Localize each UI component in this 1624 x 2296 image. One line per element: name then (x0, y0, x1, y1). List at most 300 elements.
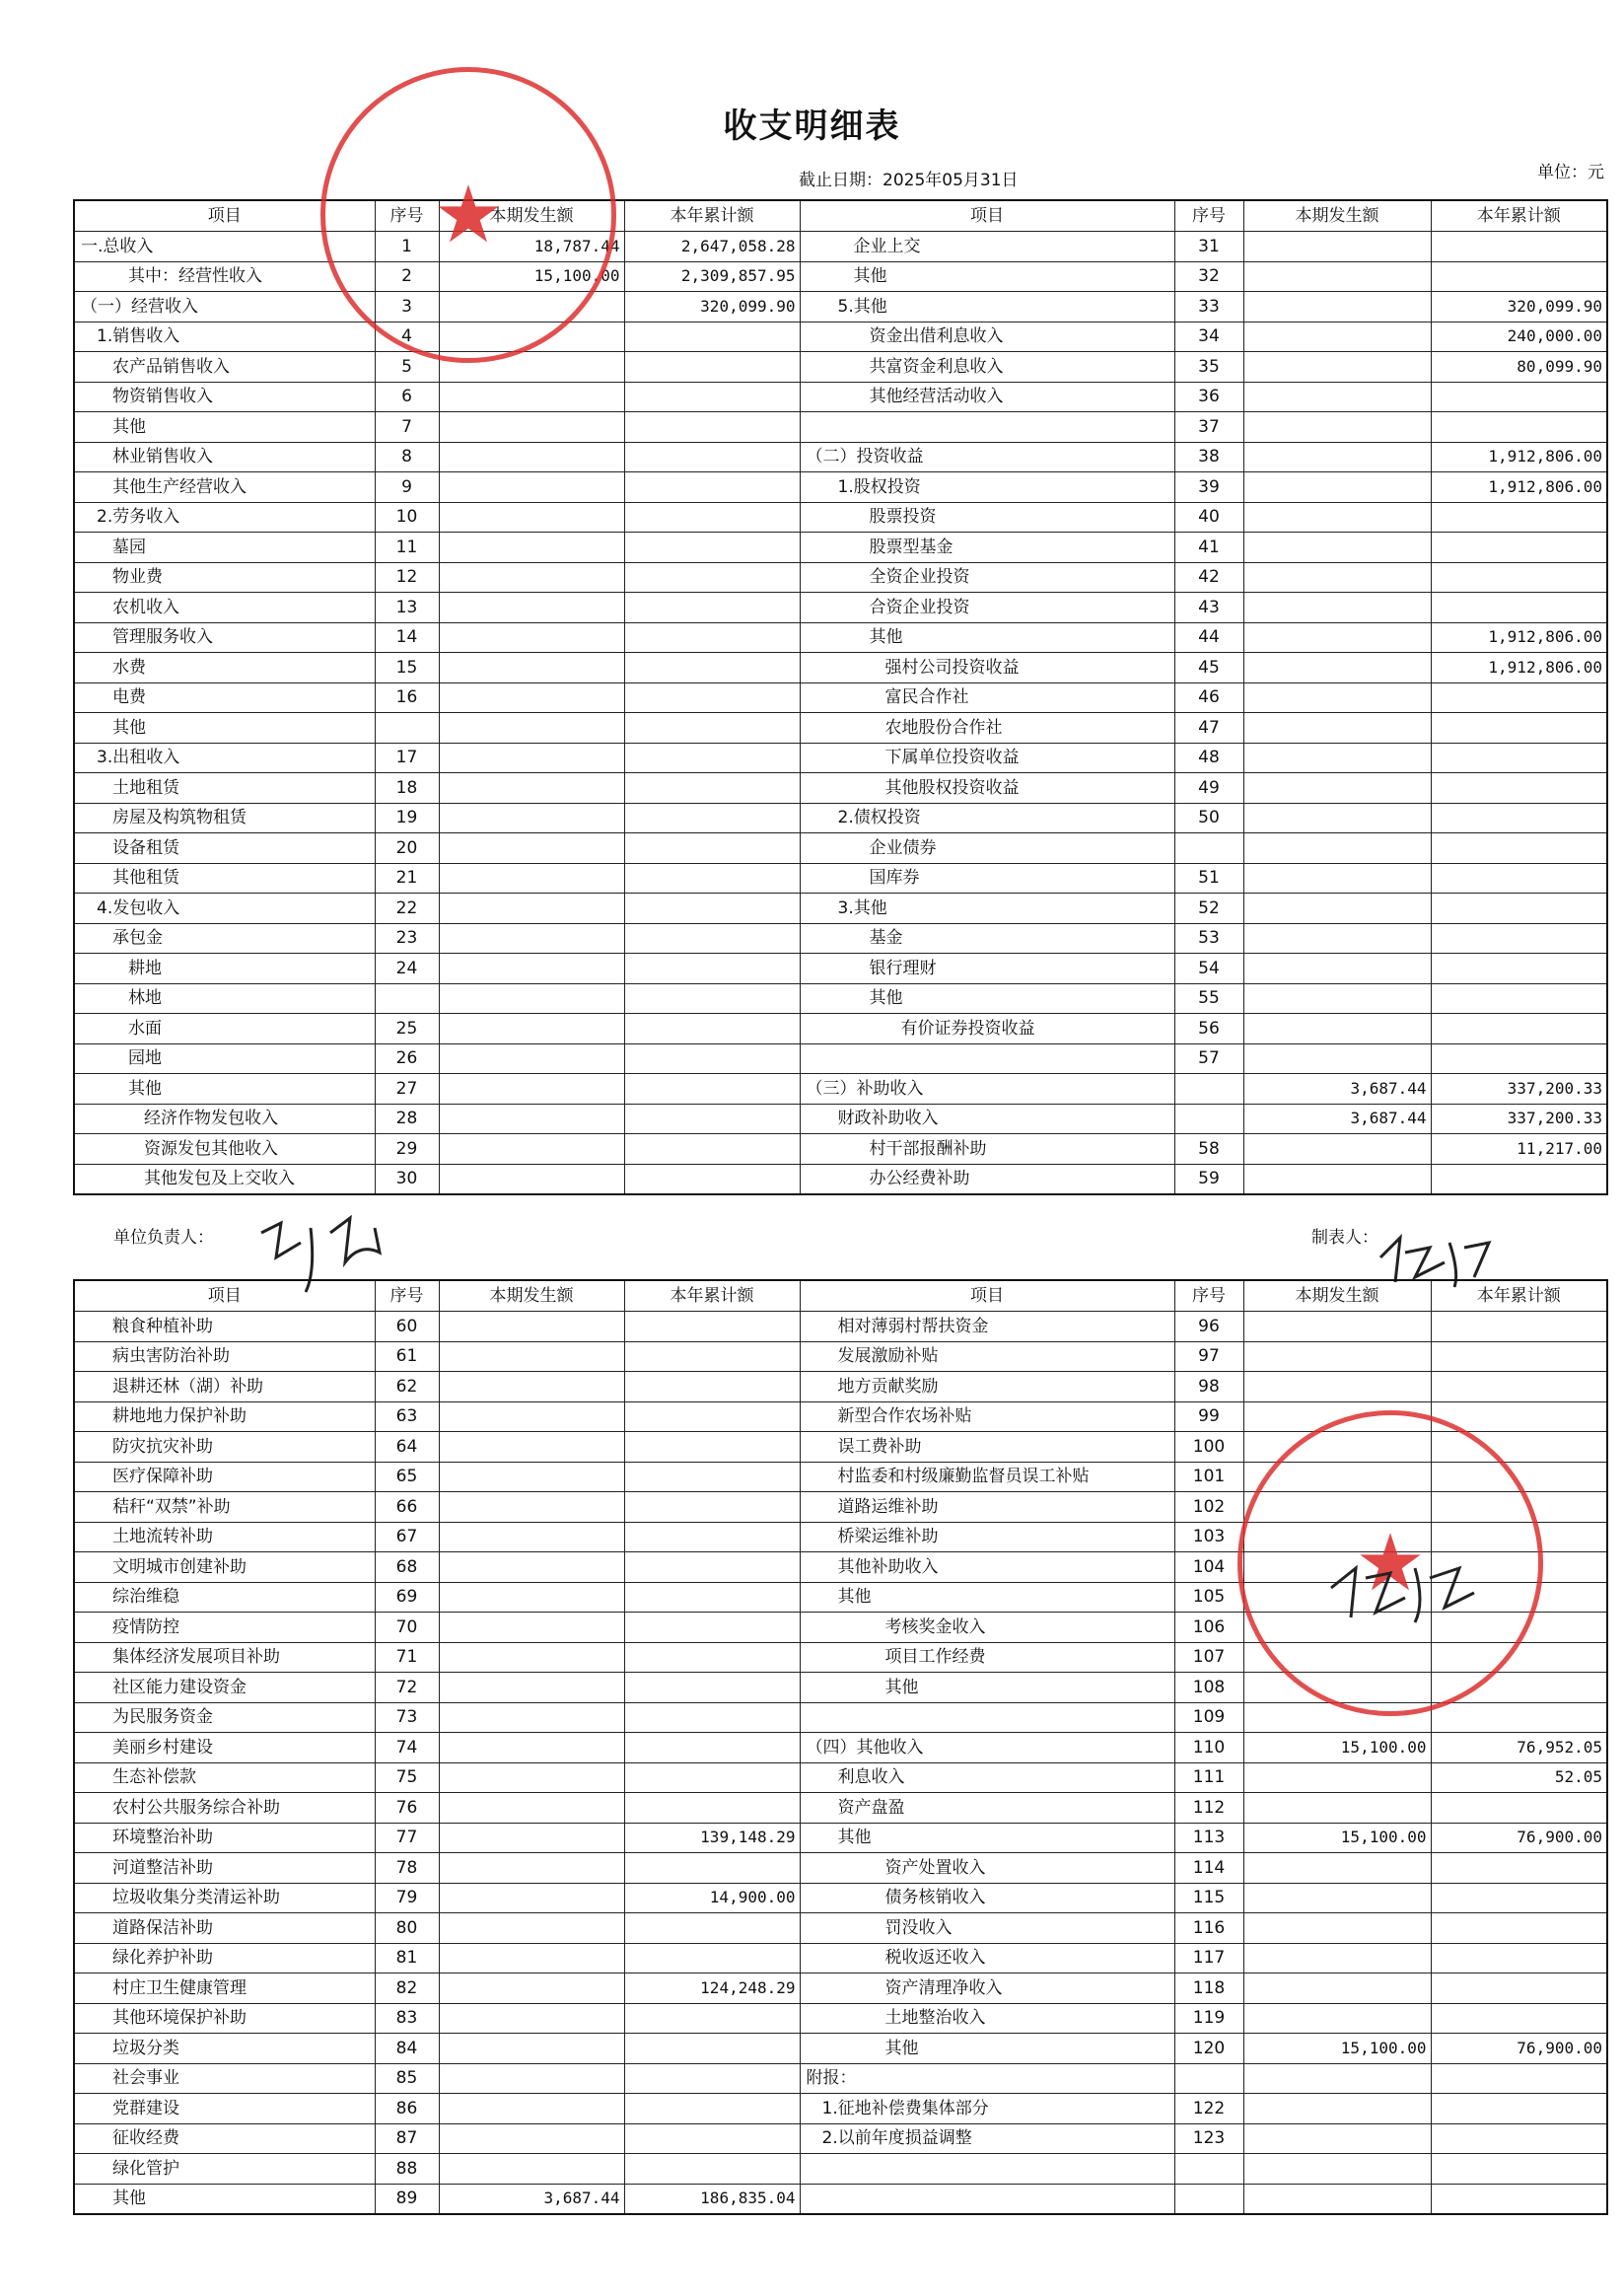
cell-no: 105 (1174, 1582, 1243, 1613)
cell-ytd: 320,099.90 (624, 292, 800, 323)
cell-ytd: 14,900.00 (624, 1883, 800, 1913)
cell-no: 85 (375, 2063, 439, 2094)
cell-item: 病虫害防治补助 (74, 1341, 375, 1372)
cell-current (439, 593, 624, 623)
cell-no: 96 (1174, 1312, 1243, 1342)
cell-no: 2 (375, 261, 439, 292)
cell-ytd (624, 322, 800, 352)
cell-item: 社会事业 (74, 2063, 375, 2094)
cell-item: 道路运维补助 (800, 1492, 1174, 1523)
cell-no: 116 (1174, 1913, 1243, 1944)
cell-item: 基金 (800, 923, 1174, 954)
cell-no: 80 (375, 1913, 439, 1944)
cell-ytd (1431, 1853, 1607, 1884)
table-row (74, 2184, 1607, 2214)
cell-current (439, 1673, 624, 1703)
cell-current (439, 1883, 624, 1913)
cell-current (439, 833, 624, 864)
cell-current (439, 1432, 624, 1463)
cell-current (1243, 1762, 1431, 1793)
cell-item: 农产品销售收入 (74, 352, 375, 383)
cell-no: 98 (1174, 1372, 1243, 1402)
table-row (74, 863, 1607, 894)
col-item: 项目 (74, 200, 375, 232)
cell-ytd (624, 803, 800, 833)
cell-current (1243, 1793, 1431, 1824)
cell-item: （一）经营收入 (74, 292, 375, 323)
cell-ytd (624, 442, 800, 472)
table-row (74, 442, 1607, 472)
cell-ytd (624, 1913, 800, 1944)
cell-no: 21 (375, 863, 439, 894)
cell-current (439, 1372, 624, 1402)
cell-current (1243, 1973, 1431, 2004)
cell-current (1243, 2094, 1431, 2124)
cell-current (1243, 412, 1431, 443)
cell-item: 设备租赁 (74, 833, 375, 864)
cell-no: 13 (375, 593, 439, 623)
cell-item: 3.其他 (800, 894, 1174, 924)
cell-item: 合资企业投资 (800, 593, 1174, 623)
cell-no (1174, 1074, 1243, 1105)
cell-current (1243, 803, 1431, 833)
cell-item: 村庄卫生健康管理 (74, 1973, 375, 2004)
cell-item: 税收返还收入 (800, 1943, 1174, 1973)
cell-ytd (1431, 743, 1607, 773)
cell-item (800, 1043, 1174, 1074)
cell-ytd: 1,912,806.00 (1431, 653, 1607, 683)
cell-no: 109 (1174, 1702, 1243, 1733)
table-row (74, 954, 1607, 984)
cell-ytd (1431, 1341, 1607, 1372)
cell-no: 10 (375, 502, 439, 533)
cell-no: 14 (375, 622, 439, 653)
cell-current (439, 2063, 624, 2094)
cell-current (439, 954, 624, 984)
cell-no: 5 (375, 352, 439, 383)
cell-current (439, 1823, 624, 1853)
cell-ytd: 76,952.05 (1431, 1733, 1607, 1763)
cell-no: 29 (375, 1134, 439, 1165)
table-row (74, 1913, 1607, 1944)
cell-ytd (624, 954, 800, 984)
cell-no: 61 (375, 1341, 439, 1372)
cell-ytd (1431, 1913, 1607, 1944)
cell-item: 2.债权投资 (800, 803, 1174, 833)
cell-no: 9 (375, 472, 439, 503)
cell-current (1243, 502, 1431, 533)
cell-item: 林地 (74, 983, 375, 1014)
cell-no: 102 (1174, 1492, 1243, 1523)
cell-no: 15 (375, 653, 439, 683)
cell-item: 资源发包其他收入 (74, 1134, 375, 1165)
cell-ytd: 240,000.00 (1431, 322, 1607, 352)
cell-ytd (624, 1134, 800, 1165)
cell-item: 国库券 (800, 863, 1174, 894)
cell-item: 美丽乡村建设 (74, 1733, 375, 1763)
cell-no: 6 (375, 382, 439, 412)
cell-no: 119 (1174, 2003, 1243, 2034)
table-row (74, 562, 1607, 593)
cell-ytd (624, 682, 800, 713)
cell-item: 股票型基金 (800, 533, 1174, 563)
cell-item: 其他补助收入 (800, 1552, 1174, 1583)
cell-no: 66 (375, 1492, 439, 1523)
cell-current (439, 773, 624, 804)
cell-no: 38 (1174, 442, 1243, 472)
cell-ytd: 1,912,806.00 (1431, 472, 1607, 503)
cell-item: 其他 (74, 713, 375, 744)
cell-no: 70 (375, 1613, 439, 1643)
cell-no: 60 (375, 1312, 439, 1342)
cell-no: 64 (375, 1432, 439, 1463)
cell-ytd (624, 1074, 800, 1105)
cell-current (439, 863, 624, 894)
cell-current (439, 653, 624, 683)
cell-ytd (624, 1432, 800, 1463)
cell-ytd (624, 2094, 800, 2124)
cell-ytd (624, 983, 800, 1014)
cell-current (1243, 593, 1431, 623)
cell-current (439, 502, 624, 533)
col-no: 序号 (1174, 1280, 1243, 1312)
cell-ytd (1431, 2184, 1607, 2214)
cell-item: 1.销售收入 (74, 322, 375, 352)
cell-ytd (1431, 562, 1607, 593)
cell-item (800, 412, 1174, 443)
table-row (74, 1074, 1607, 1105)
cell-current (1243, 743, 1431, 773)
cell-current (1243, 292, 1431, 323)
cell-current: 18,787.44 (439, 232, 624, 262)
cell-item: 其中：经营性收入 (74, 261, 375, 292)
cell-ytd (1431, 1973, 1607, 2004)
col-item: 项目 (74, 1280, 375, 1312)
table-row (74, 1823, 1607, 1853)
cell-no: 44 (1174, 622, 1243, 653)
cell-item: 电费 (74, 682, 375, 713)
cell-no (375, 713, 439, 744)
cell-no: 83 (375, 2003, 439, 2034)
cell-no: 120 (1174, 2034, 1243, 2064)
cell-item: 退耕还林（湖）补助 (74, 1372, 375, 1402)
cell-item: 林业销售收入 (74, 442, 375, 472)
cell-current: 15,100.00 (439, 261, 624, 292)
cell-no: 88 (375, 2154, 439, 2185)
cell-item: 河道整洁补助 (74, 1853, 375, 1884)
cell-item: 水费 (74, 653, 375, 683)
cell-no: 3 (375, 292, 439, 323)
cell-current (439, 983, 624, 1014)
cell-item: 防灾抗灾补助 (74, 1432, 375, 1463)
cell-item: 经济作物发包收入 (74, 1104, 375, 1134)
cell-ytd (624, 713, 800, 744)
cell-item: 4.发包收入 (74, 894, 375, 924)
cell-item: 环境整治补助 (74, 1823, 375, 1853)
table-row (74, 1372, 1607, 1402)
cell-ytd (624, 863, 800, 894)
cell-item: 银行理财 (800, 954, 1174, 984)
cell-no: 77 (375, 1823, 439, 1853)
cell-ytd (624, 502, 800, 533)
cell-item: 垃圾收集分类清运补助 (74, 1883, 375, 1913)
cell-no: 18 (375, 773, 439, 804)
cell-current (439, 382, 624, 412)
cell-ytd: 1,912,806.00 (1431, 442, 1607, 472)
col-item: 项目 (800, 1280, 1174, 1312)
cell-no: 63 (375, 1401, 439, 1432)
cell-item: 相对薄弱村帮扶资金 (800, 1312, 1174, 1342)
table-row (74, 1341, 1607, 1372)
cell-ytd: 337,200.33 (1431, 1074, 1607, 1105)
cell-current (1243, 2184, 1431, 2214)
cell-current (439, 1341, 624, 1372)
cell-current: 15,100.00 (1243, 1733, 1431, 1763)
cell-item: 下属单位投资收益 (800, 743, 1174, 773)
cell-no: 4 (375, 322, 439, 352)
cell-ytd (1431, 1793, 1607, 1824)
table-row (74, 923, 1607, 954)
cell-current (1243, 954, 1431, 984)
cell-current (439, 1913, 624, 1944)
cell-no: 41 (1174, 533, 1243, 563)
cell-no: 113 (1174, 1823, 1243, 1853)
cell-no (1174, 2184, 1243, 2214)
cell-item: 承包金 (74, 923, 375, 954)
table-row (74, 1733, 1607, 1763)
cell-ytd (624, 352, 800, 383)
cell-no: 20 (375, 833, 439, 864)
cell-current (1243, 653, 1431, 683)
cell-current (1243, 533, 1431, 563)
cell-ytd (1431, 2123, 1607, 2154)
cell-item: 其他 (74, 412, 375, 443)
cell-current (1243, 713, 1431, 744)
cell-current (439, 682, 624, 713)
cell-ytd (624, 1702, 800, 1733)
table-row (74, 653, 1607, 683)
table-row (74, 261, 1607, 292)
cell-no: 118 (1174, 1973, 1243, 2004)
cell-ytd (1431, 1702, 1607, 1733)
cell-no: 54 (1174, 954, 1243, 984)
cell-no: 32 (1174, 261, 1243, 292)
cell-ytd (1431, 533, 1607, 563)
table-row (74, 983, 1607, 1014)
cell-no: 40 (1174, 502, 1243, 533)
cell-current (439, 1492, 624, 1523)
cell-no (375, 983, 439, 1014)
cell-item: 新型合作农场补贴 (800, 1401, 1174, 1432)
cell-item: 秸秆“双禁”补助 (74, 1492, 375, 1523)
cell-item: （二）投资收益 (800, 442, 1174, 472)
cell-item: 发展激励补贴 (800, 1341, 1174, 1372)
cell-item: 其他 (800, 1823, 1174, 1853)
cell-item: 资产处置收入 (800, 1853, 1174, 1884)
cell-current (439, 923, 624, 954)
cell-current (1243, 2154, 1431, 2185)
income-table-part1 (73, 199, 1608, 1195)
cell-item: 股票投资 (800, 502, 1174, 533)
cell-ytd (1431, 682, 1607, 713)
cell-ytd (1431, 1164, 1607, 1194)
table-row (74, 2154, 1607, 2185)
cell-item: 一.总收入 (74, 232, 375, 262)
cell-current (1243, 863, 1431, 894)
cell-current (439, 1702, 624, 1733)
cell-no: 106 (1174, 1613, 1243, 1643)
cell-current (1243, 622, 1431, 653)
cell-item: 绿化养护补助 (74, 1943, 375, 1973)
cell-ytd: 139,148.29 (624, 1823, 800, 1853)
table-row (74, 472, 1607, 503)
cell-item: 农村公共服务综合补助 (74, 1793, 375, 1824)
cell-ytd (624, 2003, 800, 2034)
seal-star-icon: ★ (433, 169, 504, 260)
cell-item: 强村公司投资收益 (800, 653, 1174, 683)
cell-item: 利息收入 (800, 1762, 1174, 1793)
table-row (74, 773, 1607, 804)
cell-item: 集体经济发展项目补助 (74, 1642, 375, 1673)
cell-no: 87 (375, 2123, 439, 2154)
cell-current (439, 894, 624, 924)
preparer-label: 制表人： (1311, 1228, 1378, 1248)
cell-item: 全资企业投资 (800, 562, 1174, 593)
cell-ytd (624, 1762, 800, 1793)
cell-ytd (1431, 773, 1607, 804)
table-row (74, 803, 1607, 833)
cell-ytd (1431, 894, 1607, 924)
table-row (74, 232, 1607, 262)
table-row (74, 382, 1607, 412)
cell-item: 疫情防控 (74, 1613, 375, 1643)
cell-no: 39 (1174, 472, 1243, 503)
cell-item: 粮食种植补助 (74, 1312, 375, 1342)
cell-current (439, 1853, 624, 1884)
supervisor-signature (1321, 1548, 1489, 1637)
cell-ytd (624, 923, 800, 954)
cell-current (1243, 1014, 1431, 1044)
cell-no: 123 (1174, 2123, 1243, 2154)
cell-current (439, 1762, 624, 1793)
cell-ytd (624, 1312, 800, 1342)
cell-ytd: 1,912,806.00 (1431, 622, 1607, 653)
cell-no: 59 (1174, 1164, 1243, 1194)
table-row (74, 593, 1607, 623)
cell-item: 土地流转补助 (74, 1522, 375, 1552)
cell-no: 43 (1174, 593, 1243, 623)
cell-no: 122 (1174, 2094, 1243, 2124)
col-no: 序号 (375, 1280, 439, 1312)
cell-current (439, 1642, 624, 1673)
cell-ytd (624, 382, 800, 412)
cell-current (1243, 1164, 1431, 1194)
cell-no: 99 (1174, 1401, 1243, 1432)
cell-item: 墓园 (74, 533, 375, 563)
cell-item: 其他 (74, 2184, 375, 2214)
cell-ytd (1431, 1043, 1607, 1074)
cell-current (1243, 1043, 1431, 1074)
cell-ytd (1431, 1883, 1607, 1913)
cell-ytd (624, 2154, 800, 2185)
table-row (74, 2094, 1607, 2124)
cell-item: 债务核销收入 (800, 1883, 1174, 1913)
cell-item: 考核奖金收入 (800, 1613, 1174, 1643)
cell-ytd (1431, 2094, 1607, 2124)
cell-item (800, 1702, 1174, 1733)
cell-no: 112 (1174, 1793, 1243, 1824)
table-row (74, 833, 1607, 864)
cell-current (1243, 983, 1431, 1014)
cell-ytd: 124,248.29 (624, 1973, 800, 2004)
cell-ytd (624, 1793, 800, 1824)
cell-item: 生态补偿款 (74, 1762, 375, 1793)
cell-ytd (624, 562, 800, 593)
cell-ytd (624, 1014, 800, 1044)
table-row (74, 1312, 1607, 1342)
cell-ytd: 76,900.00 (1431, 1823, 1607, 1853)
cell-current (439, 743, 624, 773)
cell-no: 30 (375, 1164, 439, 1194)
cell-item: 误工费补助 (800, 1432, 1174, 1463)
cell-current (439, 2154, 624, 2185)
cell-item: 财政补助收入 (800, 1104, 1174, 1134)
village-committee-seal (320, 67, 616, 363)
cell-item: 其他 (800, 261, 1174, 292)
cell-no: 8 (375, 442, 439, 472)
cell-item: 综治维稳 (74, 1582, 375, 1613)
cell-current (1243, 894, 1431, 924)
cell-item (800, 2154, 1174, 2185)
cell-ytd: 76,900.00 (1431, 2034, 1607, 2064)
cell-item: 医疗保障补助 (74, 1462, 375, 1492)
cell-item: 征收经费 (74, 2123, 375, 2154)
cell-item: 其他 (800, 1582, 1174, 1613)
cell-item: 土地租赁 (74, 773, 375, 804)
cell-ytd (1431, 412, 1607, 443)
cell-no: 114 (1174, 1853, 1243, 1884)
cell-item: 2.以前年度损益调整 (800, 2123, 1174, 2154)
cell-ytd (624, 1043, 800, 1074)
table-row (74, 1043, 1607, 1074)
cell-current (1243, 682, 1431, 713)
cell-no: 7 (375, 412, 439, 443)
table-row (74, 1762, 1607, 1793)
cell-current (1243, 833, 1431, 864)
cell-item: 道路保洁补助 (74, 1913, 375, 1944)
cell-no (1174, 2154, 1243, 2185)
cell-current (439, 1943, 624, 1973)
cell-no: 79 (375, 1883, 439, 1913)
cell-ytd (1431, 713, 1607, 744)
cell-current (439, 1793, 624, 1824)
cell-no: 104 (1174, 1552, 1243, 1583)
cell-ytd (1431, 232, 1607, 262)
table-row (74, 1943, 1607, 1973)
cell-item: 农地股份合作社 (800, 713, 1174, 744)
cell-item: 2.劳务收入 (74, 502, 375, 533)
cell-no: 84 (375, 2034, 439, 2064)
cell-no: 76 (375, 1793, 439, 1824)
cell-item: 房屋及构筑物租赁 (74, 803, 375, 833)
cell-item: 园地 (74, 1043, 375, 1074)
cell-no: 49 (1174, 773, 1243, 804)
table-row (74, 412, 1607, 443)
cell-no (1174, 833, 1243, 864)
table-row (74, 322, 1607, 352)
cell-ytd (1431, 502, 1607, 533)
cell-current (439, 412, 624, 443)
